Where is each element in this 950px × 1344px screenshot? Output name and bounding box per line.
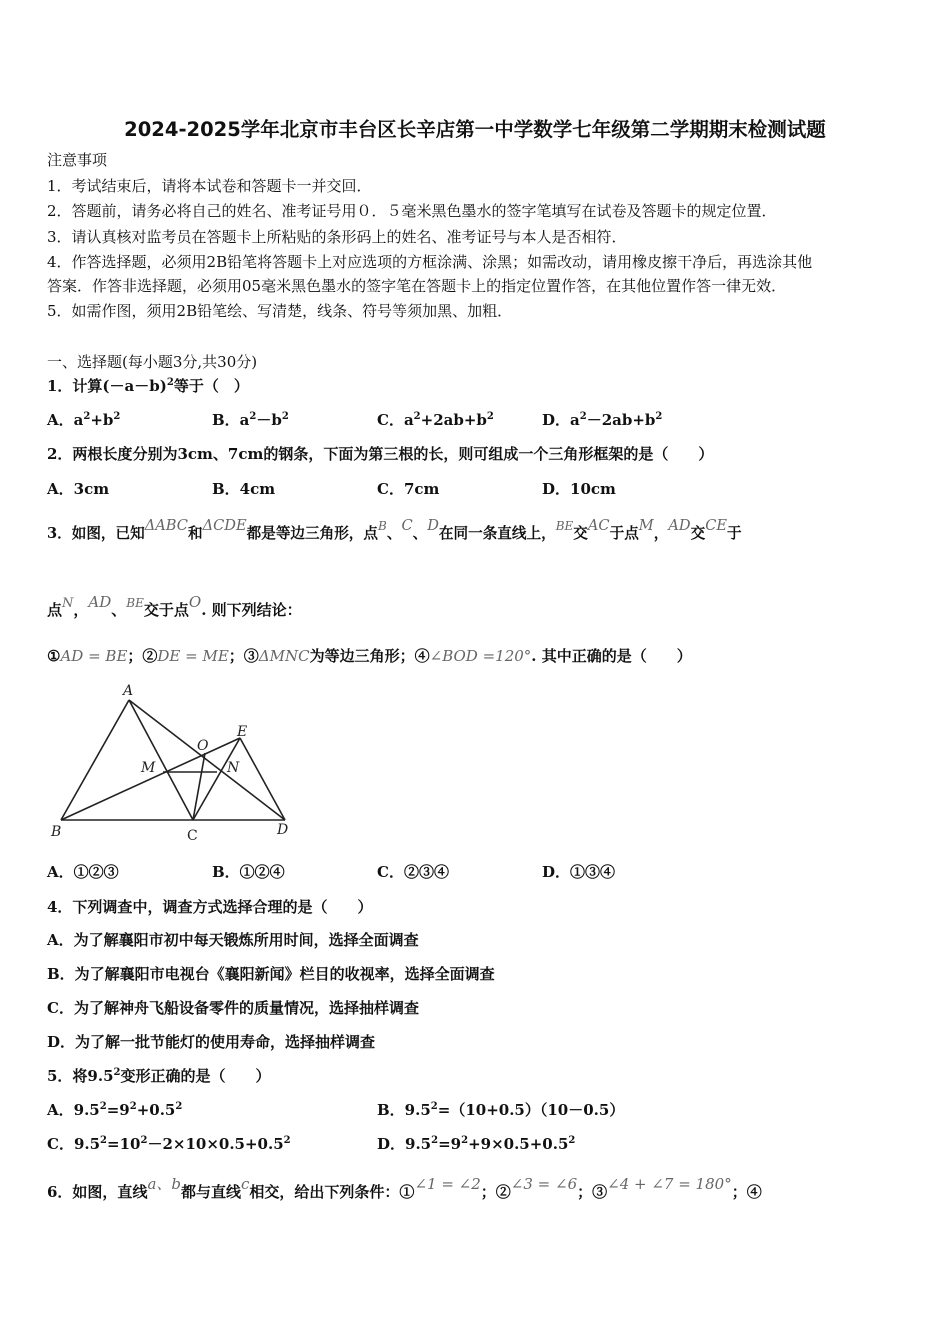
- question-2-stem: 2．两根长度分别为3cm、7cm的钢条，下面为第三根的长，则可组成一个三角形框架的是（ ）: [47, 445, 714, 463]
- q1-option-b[interactable]: B．$a^2-b^2$: [212, 411, 289, 429]
- question-3-stem-cont: 点N，AD、$^{BE}$交于点O. 则下列结论：: [47, 593, 302, 619]
- notice-item: 3．请认真核对监考员在答题卡上所粘贴的条形码上的姓名、准考证号与本人是否相符．: [47, 228, 627, 246]
- label-a: A: [123, 683, 134, 699]
- q5-option-a[interactable]: A．$9.5^2=9^2+0.5^2$: [47, 1101, 183, 1119]
- question-5-stem: 5．将$9.5^2$变形正确的是（ ）: [47, 1067, 271, 1085]
- q3-option-b[interactable]: B．①②④: [212, 863, 285, 881]
- question-1-stem: [47, 376, 249, 396]
- q1-text-end: 等于（ ）: [173, 377, 249, 395]
- q1-option-d[interactable]: D．$a^2-2ab+b^2$: [542, 411, 663, 429]
- label-o: O: [197, 738, 209, 754]
- q4-option-b[interactable]: B．为了解襄阳市电视台《襄阳新闻》栏目的收视率，选择全面调查: [47, 965, 495, 983]
- question-4-stem: 4．下列调查中，调查方式选择合理的是（ ）: [47, 898, 373, 916]
- q4-option-d[interactable]: D．为了解一批节能灯的使用寿命，选择抽样调查: [47, 1033, 376, 1051]
- q3-option-a[interactable]: A．①②③: [47, 863, 119, 881]
- q2-option-c[interactable]: C．7cm: [377, 480, 440, 498]
- q5-option-c[interactable]: C．$9.5^2=10^2-2\times 10\times 0.5+0.5^2$: [47, 1135, 291, 1153]
- q2-option-b[interactable]: B．4cm: [212, 480, 276, 498]
- page-title: 2024-2025学年北京市丰台区长辛店第一中学数学七年级第二学期期末检测试题: [124, 118, 826, 141]
- segment-ed: [240, 738, 285, 820]
- q5-option-d[interactable]: D．$9.5^2=9^2+9\times 0.5+0.5^2$: [377, 1135, 576, 1153]
- segment-ab: [61, 700, 129, 820]
- q1-option-c[interactable]: C．$a^2+2ab+b^2$: [377, 411, 494, 429]
- notice-item: 1．考试结束后，请将本试卷和答题卡一并交回．: [47, 177, 372, 195]
- notice-item: 5．如需作图，须用2B铅笔绘、写清楚，线条、符号等须加黑、加粗．: [47, 302, 513, 320]
- label-b: B: [51, 824, 62, 840]
- q1-sup: 2: [166, 377, 174, 388]
- question-3-stem: 3．如图，已知ΔABC和ΔCDE都是等边三角形，点$^B$、C、D在同一条直线上，$^{BE}$交AC于点M，AD交CE于: [47, 517, 742, 542]
- q3-option-c[interactable]: C．②③④: [377, 863, 449, 881]
- q1-option-a[interactable]: A．$a^2+b^2$: [47, 411, 121, 429]
- label-e: E: [237, 724, 248, 740]
- notice-item: 2．答题前，请务必将自己的姓名、准考证号用０．５毫米黑色墨水的签字笔填写在试卷及答题卡的规定位置．: [47, 202, 777, 220]
- q4-option-c[interactable]: C．为了解神舟飞船设备零件的质量情况，选择抽样调查: [47, 999, 419, 1017]
- q2-option-a[interactable]: A．3cm: [47, 480, 110, 498]
- question-6-stem: 6．如图，直线a、b都与直线c相交，给出下列条件：①∠1 = ∠2；②∠3 = ∠6；③∠4 + ∠7 = 180°；④: [47, 1175, 762, 1201]
- segment-ac: [129, 700, 193, 820]
- notice-item: 答案．作答非选择题，必须用05毫米黑色墨水的签字笔在答题卡上的指定位置作答，在其他位置作答一律无效．: [47, 277, 787, 295]
- q4-option-a[interactable]: A．为了解襄阳市初中每天锻炼所用时间，选择全面调查: [47, 931, 419, 949]
- notice-heading: 注意事项: [47, 151, 108, 169]
- label-m: M: [141, 760, 156, 776]
- q3-option-d[interactable]: D．①③④: [542, 863, 616, 881]
- segment-be: [61, 738, 240, 820]
- notice-item: 4．作答选择题，必须用2B铅笔将答题卡上对应选项的方框涂满、涂黑；如需改动，请用橡皮擦干净后，再选涂其他: [47, 253, 813, 271]
- label-d: D: [277, 822, 289, 838]
- label-n: N: [227, 760, 240, 776]
- q2-option-d[interactable]: D．10cm: [542, 480, 616, 498]
- label-c: C: [187, 828, 198, 844]
- q5-option-b[interactable]: B．$9.5^2=(10+0.5)(10-0.5)$: [377, 1101, 625, 1119]
- question-3-conclusions: ①AD = BE；②DE = ME；③ΔMNC为等边三角形；④∠BOD =120°. 其中正确的是（ ）: [47, 647, 692, 665]
- triangle-figure: [45, 680, 295, 845]
- section-heading: 一、选择题(每小题3分,共30分): [47, 353, 258, 371]
- q1-text: 1．计算(－a－b): [47, 377, 167, 395]
